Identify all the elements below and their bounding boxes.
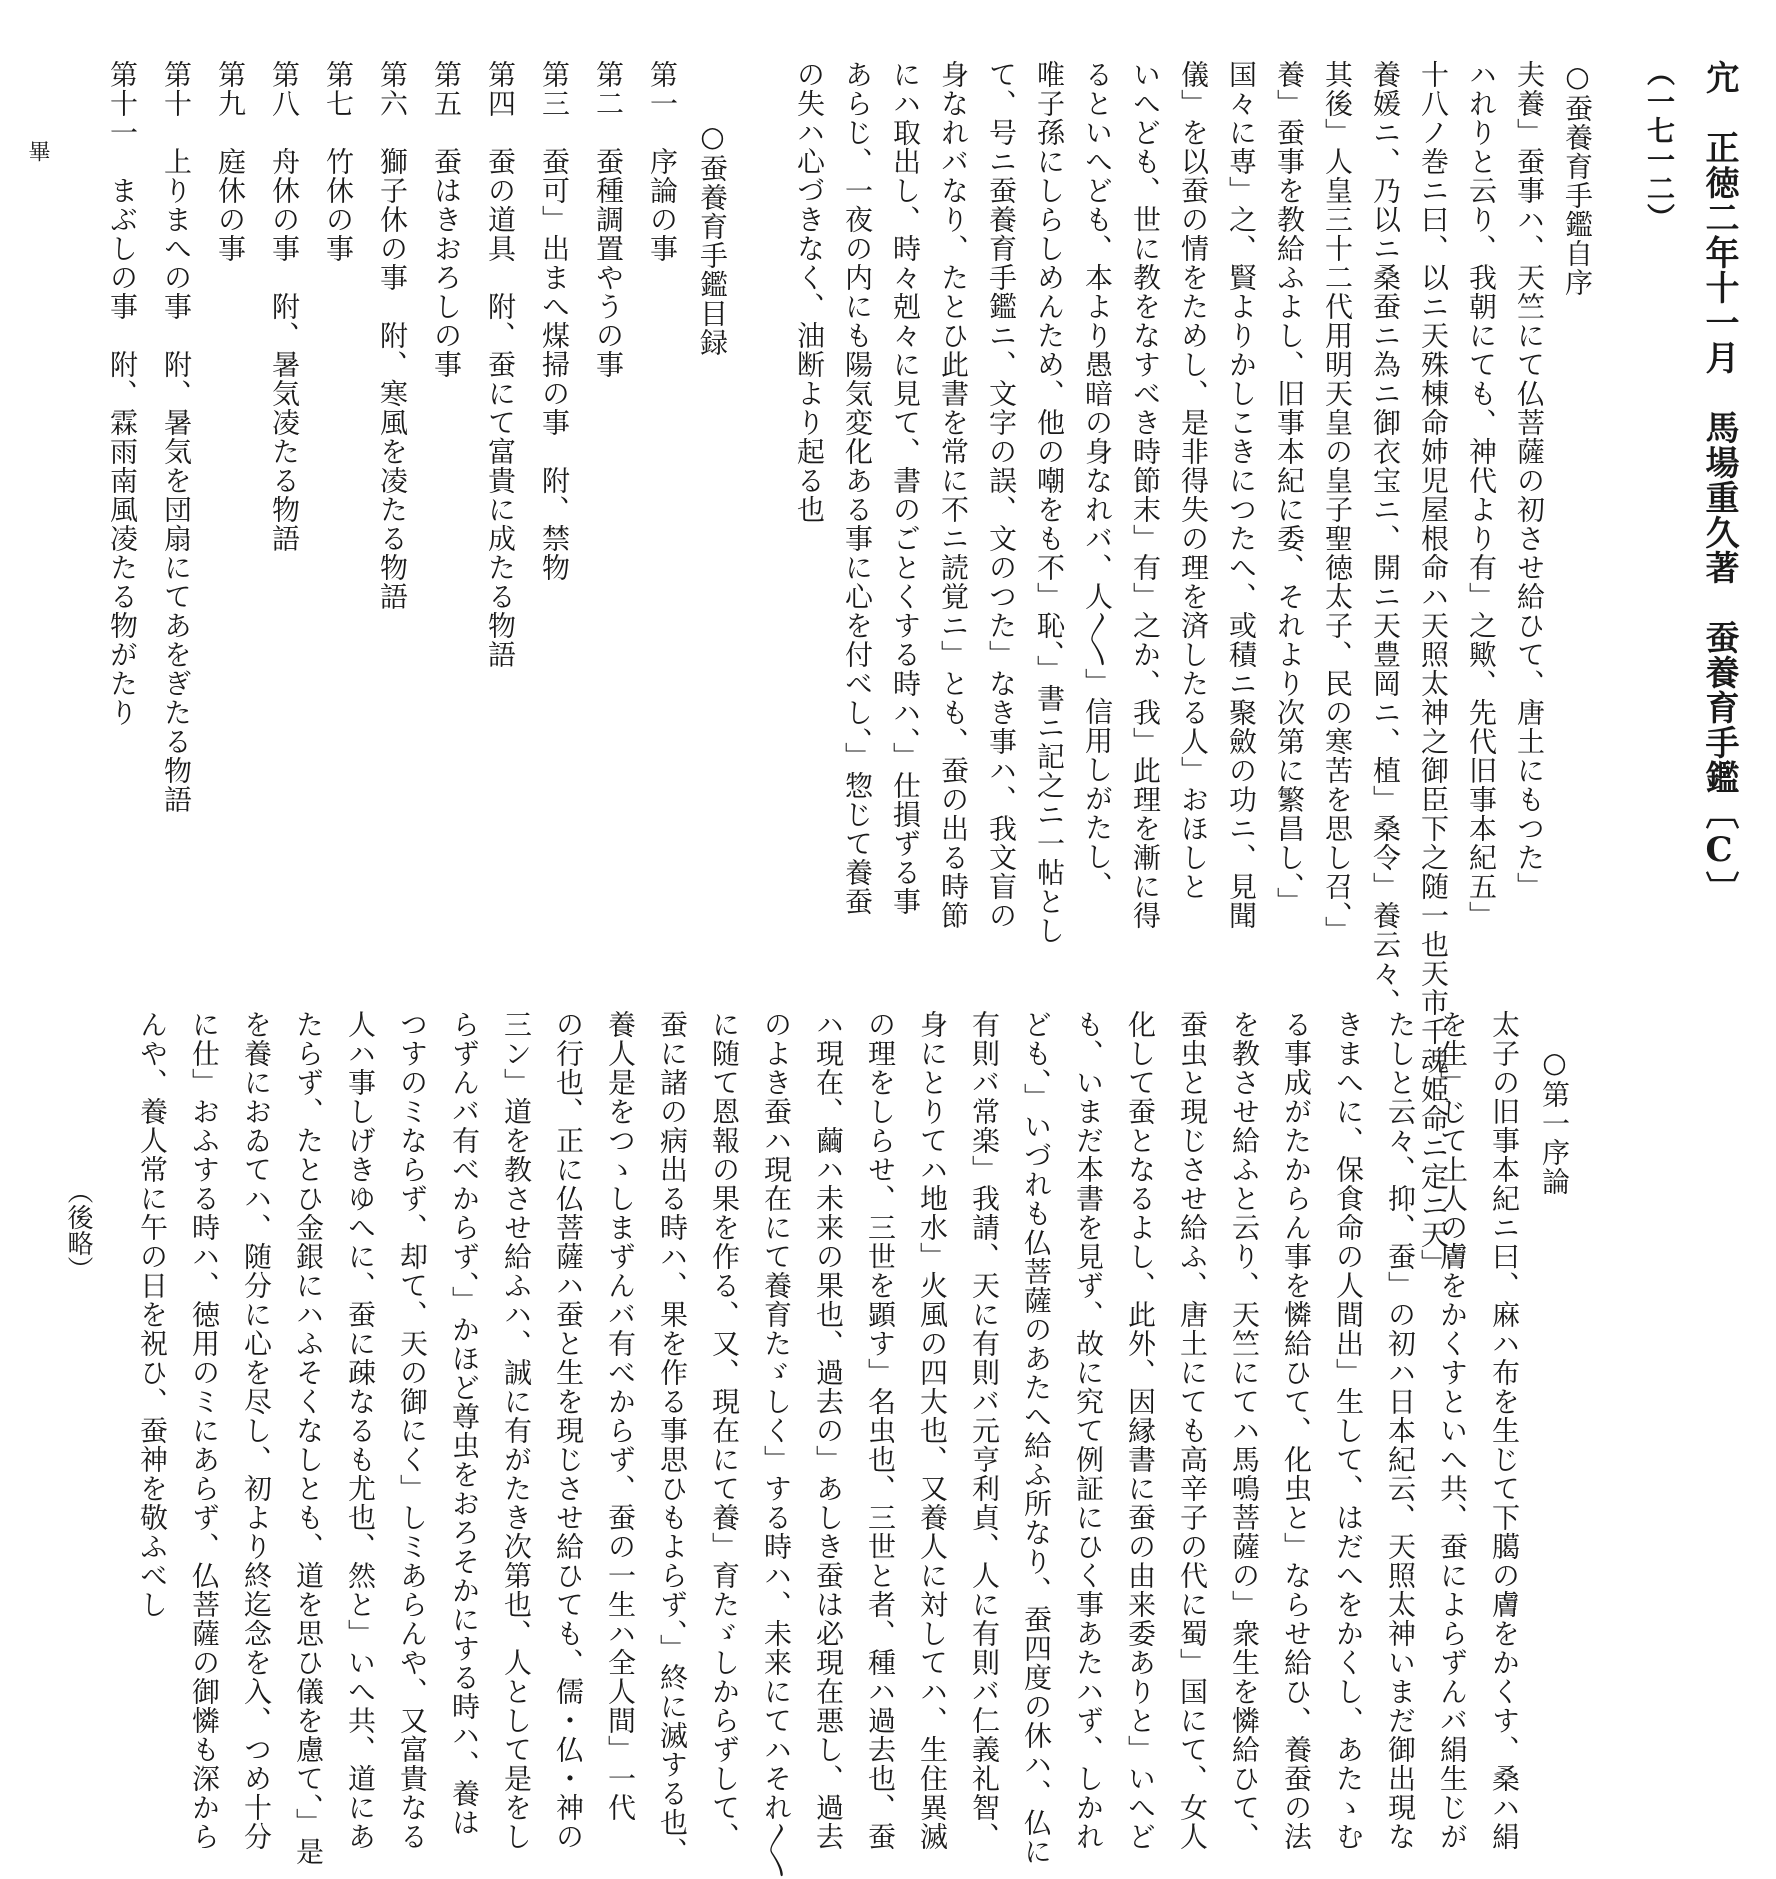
section-line: 身にとりてハ地水」火風の四大也、又養人に対してハ、生住異滅 [916,1010,949,1851]
contents-item: 第四 蚕の道具 附、蚕にて富貴に成たる物語 [484,60,517,669]
section-line: の行也、正に仏菩薩ハ蚕と生を現じさせ給ひても、儒・仏・神の [552,1010,585,1851]
contents-item: 第一 序論の事 [646,60,679,263]
contents-item: 第八 舟休の事 附、暑気凌たる物語 [268,60,301,553]
section-line: んや、養人常に午の日を祝ひ、蚕神を敬ふべし [136,1010,169,1619]
section-line: 有則バ常楽」我請、天に有則バ元亨利貞、人に有則バ仁義礼智、 [968,1010,1001,1851]
preface-title: ○蚕養育手鑑自序 [1561,60,1594,297]
contents-item: 第二 蚕種調置やうの事 [592,60,625,379]
contents-item: 第九 庭休の事 [214,60,247,263]
contents-item: 第十一 まぶしの事 附、霖雨南風凌たる物がたり [106,60,139,727]
contents-item: 第六 獅子休の事 附、寒風を凌たる物語 [376,60,409,611]
preface-line: 儀」を以蚕の情をためし、是非得失の理を済したる人」おほしと [1177,60,1210,901]
contents-item: 第五 蚕はきおろしの事 [430,60,463,379]
section-line: の理をしらせ、三世を顕す」名虫也、三世と者、種ハ過去也、蚕 [864,1010,897,1851]
section-line: を養におゐてハ、随分に心を尽し、初より終迄念を入、つめ十分 [240,1010,273,1851]
section-line: らずんバ有べからず、」かほど尊虫をおろそかにする時ハ、養は [448,1010,481,1837]
section-line: に仕」おふする時ハ、徳用のミにあらず、仏菩薩の御憐も深から [188,1010,221,1851]
section-line: のよき蚕ハ現在にて養育たゞしく」する時ハ、未来にてハそれ〳〵 [760,1010,793,1879]
preface-line: て、号ニ蚕養育手鑑ニ、文字の誤、文のつた」なき事ハ、我文盲の [985,60,1018,930]
page-number: 畢 [25,140,50,164]
section-line: も、いまだ本書を見ず、故に究て例証にひく事あたハず、しかれ [1072,1010,1105,1851]
section-line: る事成がたからん事を憐給ひて、化虫と」ならせ給ひ、養蚕の法 [1280,1010,1313,1851]
section-line: ども、」いづれも仏菩薩のあたへ給ふ所なり、蚕四度の休ハ、仏に [1020,1010,1053,1866]
preface-line: ハれりと云り、我朝にても、神代より有」之歟、先代旧事本紀五」 [1465,60,1498,930]
section-line: 蚕虫と現じさせ給ふ、唐土にても高辛子の代に蜀」国にて、女人 [1176,1010,1209,1851]
page-title: 宂 正徳二年十一月 馬場重久著 蚕養育手鑑〔C〕 [1699,60,1739,906]
section-line: 人ハ事しげきゆへに、蚕に疎なるも尤也、然と」いへ共、道にあ [344,1010,377,1851]
preface-line: 唯子孫にしらしめんため、他の嘲をも不」恥、」書ニ記之ニ一帖とし [1033,60,1066,945]
section-line: 養人是をつゝしまずんバ有べからず、蚕の一生ハ全人間」一代 [604,1010,637,1822]
preface-line: の失ハ心づきなく、油断より起る也 [793,60,826,524]
preface-line: 夫養」蚕事ハ、天竺にて仏菩薩の初させ給ひて、唐土にもつた」 [1513,60,1546,901]
preface-line: 養」蚕事を教給ふよし、旧事本紀に委、それより次第に繁昌し、」 [1273,60,1306,916]
section-line: たらず、たとひ金銀にハふそくなしとも、道を思ひ儀を慮て、」是 [292,1010,325,1866]
section-title: ○第一序論 [1538,1046,1571,1196]
section-line: つすのミならず、却て、天の御にく」しミあらんや、又富貴なる [396,1010,429,1851]
section-line: 化して蚕となるよし、此外、因縁書に蚕の由来委ありと」いへど [1124,1010,1157,1851]
contents-item: 第七 竹休の事 [322,60,355,263]
preface-line: 身なれバなり、たとひ此書を常に不ニ読覚ニ」とも、蚕の出る時節 [937,60,970,930]
section-line: を生」じて上人の膚をかくすといへ共、蚕によらずんバ絹生じが [1436,1010,1469,1851]
contents-item: 第三 蚕可」出まへ煤掃の事 附、禁物 [538,60,571,582]
section-line: 太子の旧事本紀ニ曰、麻ハ布を生じて下臈の膚をかくす、桑ハ絹 [1488,1010,1521,1851]
document-number: （一七一二） [1643,58,1676,232]
preface-line: いへども、世に教をなすべき時節末」有」之か、我」此理を漸に得 [1129,60,1162,930]
preface-line: 養媛ニ、乃以ニ桑蚕ニ為ニ御衣宝ニ、開ニ天豊岡ニ、植」桑令」養云々、 [1369,60,1402,1017]
section-line: きまへに、保食命の人間出」生して、はだへをかくし、あたゝむ [1332,1010,1365,1851]
preface-line: あらじ、一夜の内にも陽気変化ある事に心を付べし、」惣じて養蚕 [841,60,874,916]
contents-title: ○蚕養育手鑑目録 [696,120,729,357]
preface-line: 十八ノ巻ニ曰、以ニ天殊棟命姉児屋根命ハ天照太神之御臣下之随一也天市千魂姫命ニ定ニ天」 [1417,60,1450,1278]
section-line: ハ現在、繭ハ未来の果也、過去の」あしき蚕は必現在悪し、過去 [812,1010,845,1851]
section-line: を教させ給ふと云り、天竺にてハ馬鳴菩薩の」衆生を憐給ひて、 [1228,1010,1261,1851]
preface-line: 其後」人皇三十二代用明天皇の皇子聖徳太子、民の寒苦を思し召、」 [1321,60,1354,945]
section-line: に随て恩報の果を作る、又、現在にて養」育たゞしからずして、 [708,1010,741,1851]
section-line: たしと云々、抑、蚕」の初ハ日本紀云、天照太神いまだ御出現な [1384,1010,1417,1851]
preface-line: るといへども、本より愚暗の身なれバ、人〳〵」信用しがたし、 [1081,60,1114,900]
section-line: 三ン」道を教させ給ふハ、誠に有がたき次第也、人として是をし [500,1010,533,1851]
preface-line: 国々に専」之、賢よりかしこきにつたへ、或積ニ聚斂の功ニ、見聞 [1225,60,1258,930]
preface-line: にハ取出し、時々剋々に見て、書のごとくする時ハ、」仕損ずる事 [889,60,922,916]
contents-item: 第十 上りまへの事 附、暑気を団扇にてあをぎたる物語 [160,60,193,814]
section-line: 蚕に諸の病出る時ハ、果を作る事思ひもよらず、」終に滅する也、 [656,1010,689,1866]
omission-note: （後略） [63,1178,93,1282]
